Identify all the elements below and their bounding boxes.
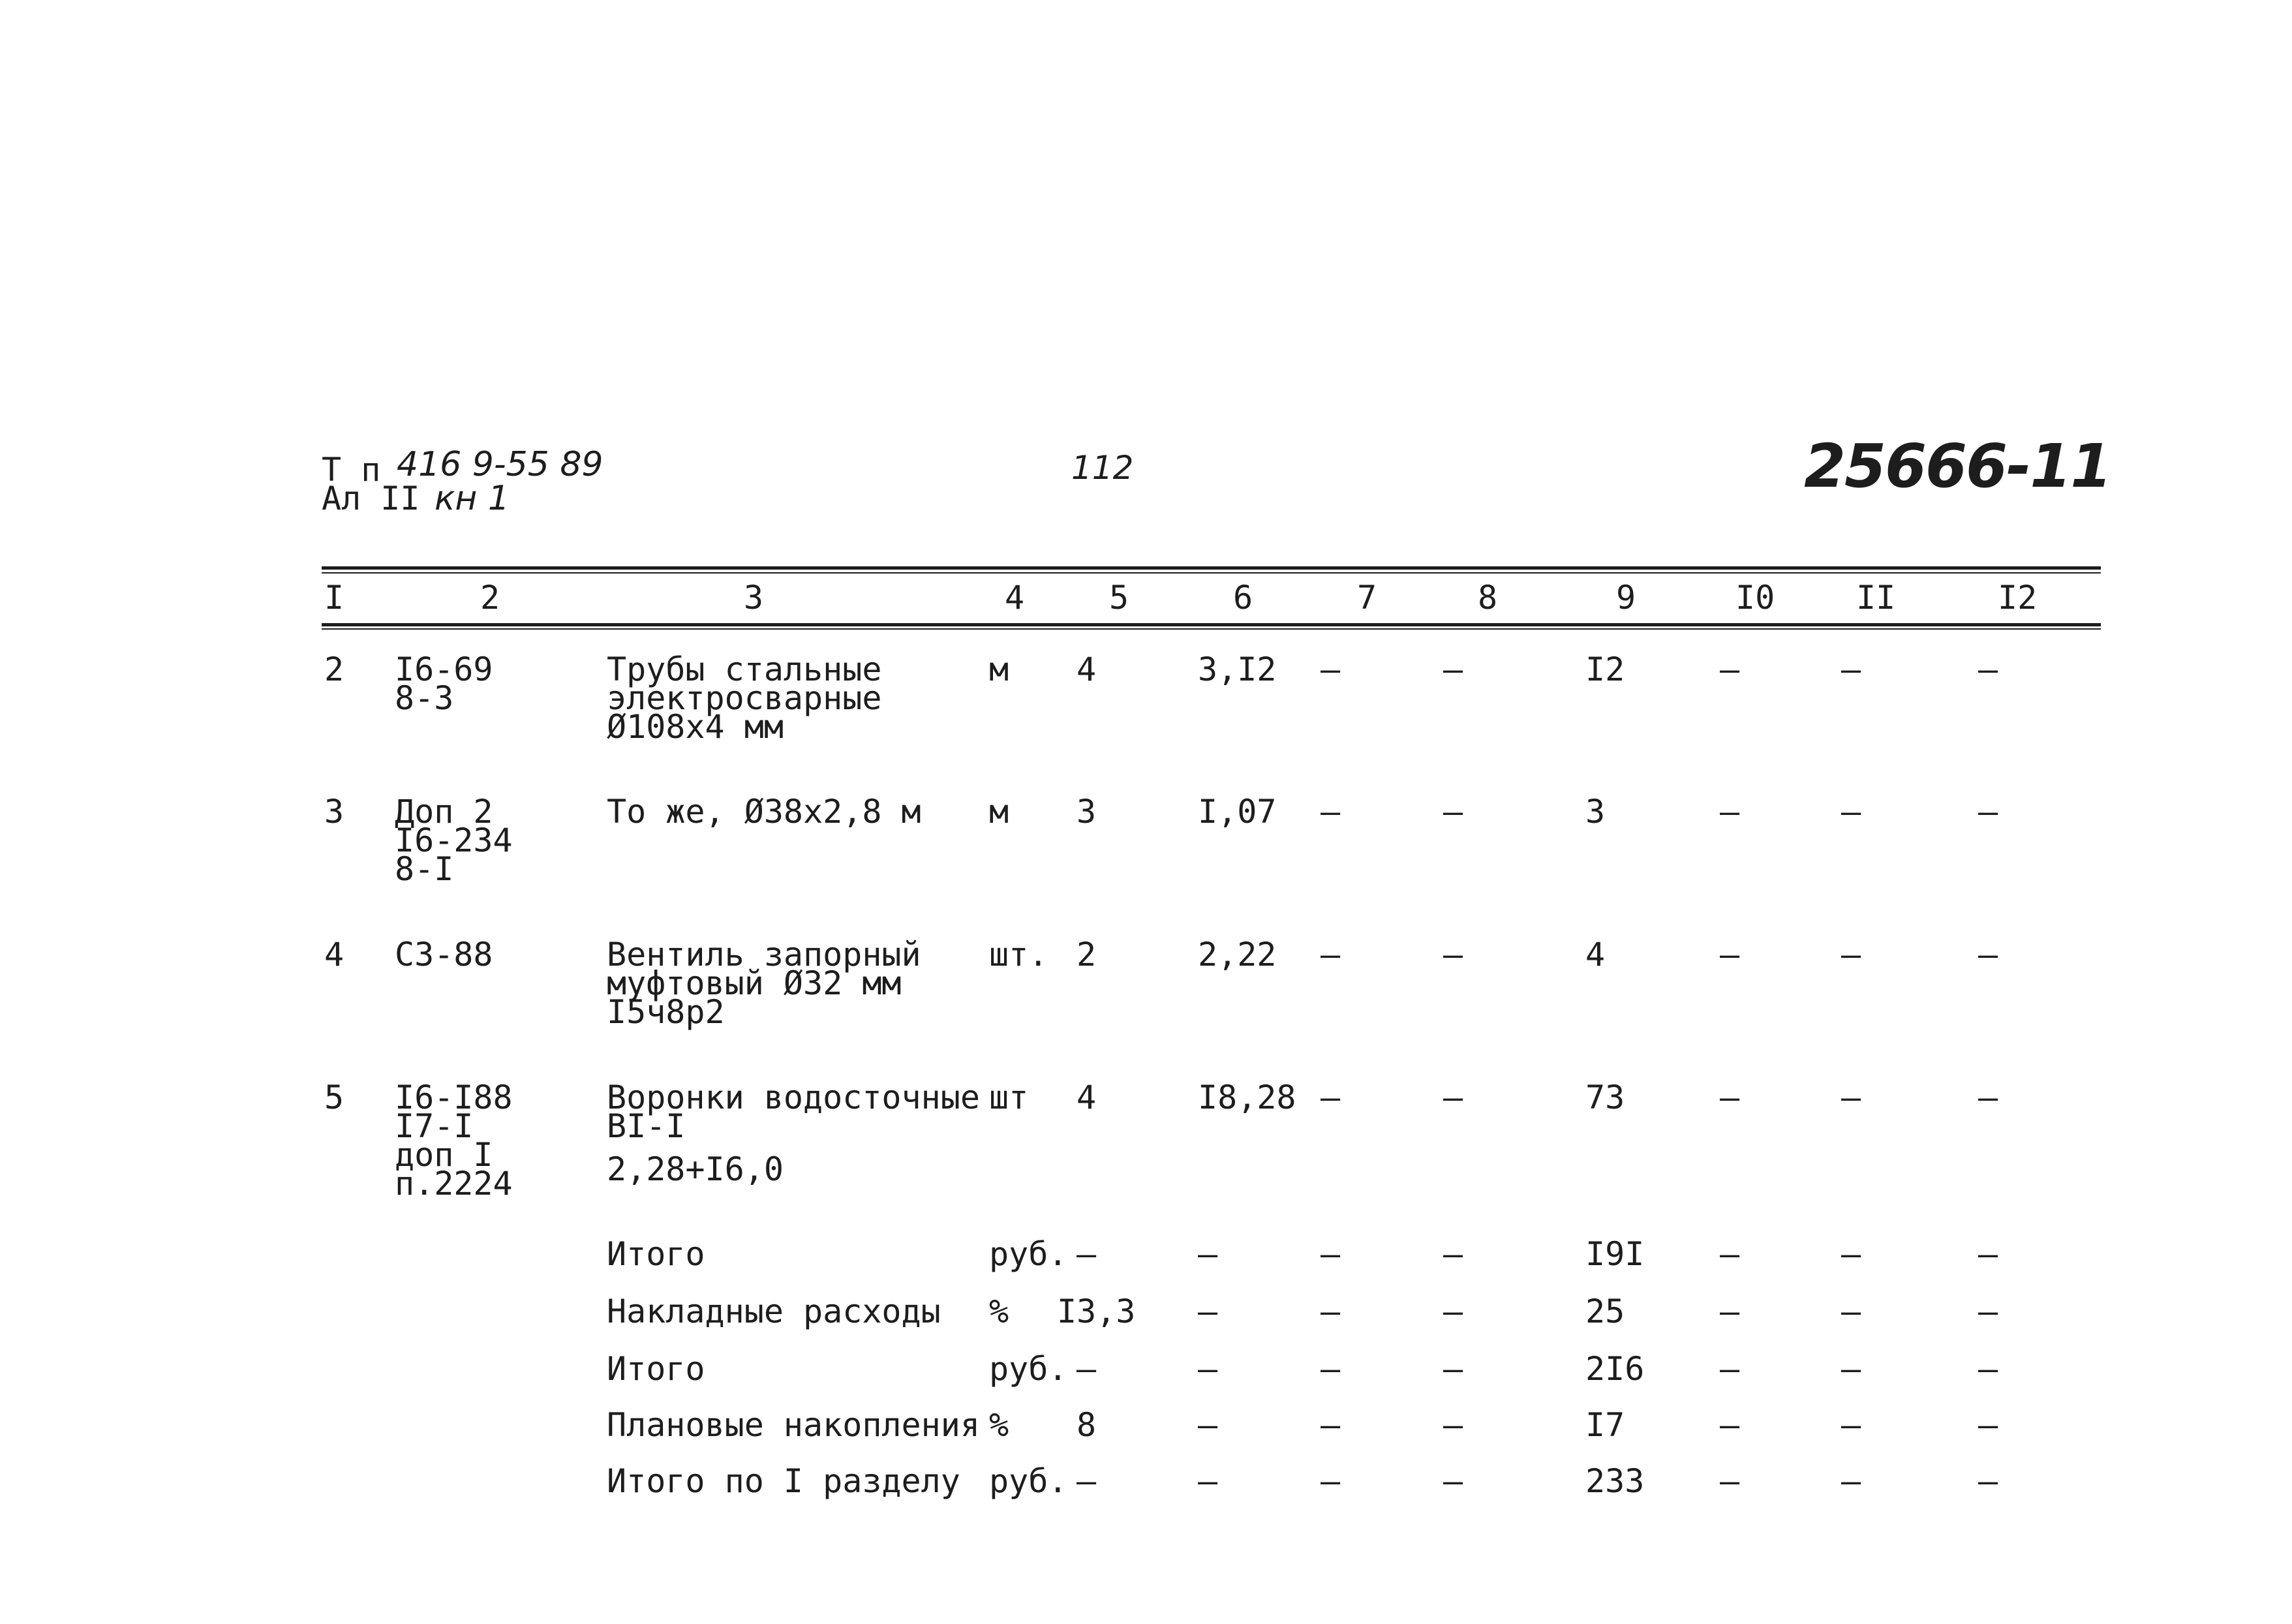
totals-unit: руб. — [989, 1462, 1068, 1500]
row-col11: – — [1841, 1079, 1861, 1116]
row-code — [395, 651, 493, 717]
table-top-rule-thin — [322, 572, 2101, 574]
row-number: 4 — [324, 936, 344, 973]
totals-col11: – — [1841, 1406, 1861, 1444]
totals-col10: – — [1720, 1235, 1740, 1273]
table-header-rule — [322, 623, 2101, 626]
row-col12: – — [1978, 936, 1998, 973]
totals-col12: – — [1978, 1293, 1998, 1330]
col-header-3: 3 — [744, 579, 764, 617]
row-col7: – — [1321, 651, 1341, 688]
row-price: I,07 — [1198, 793, 1277, 831]
totals-qty: 8 — [1077, 1406, 1097, 1444]
header-tp-handwritten: 416 9-55 89 — [397, 445, 604, 484]
row-code-line: I6-I88 — [395, 1079, 513, 1116]
row-col10: – — [1720, 1079, 1740, 1116]
totals-col7: – — [1321, 1406, 1341, 1444]
totals-col10: – — [1720, 1406, 1740, 1444]
row-col11: – — [1841, 936, 1861, 973]
doc-code: 25666-11 — [1804, 431, 2111, 501]
row-description-line: Вентиль запорный — [607, 936, 921, 973]
row-code-line: I7-I — [395, 1107, 474, 1145]
totals-value: 25 — [1585, 1293, 1625, 1330]
row-description — [607, 936, 921, 1031]
totals-qty: – — [1077, 1235, 1097, 1273]
totals-price: – — [1198, 1293, 1218, 1330]
row-price: 3,I2 — [1198, 651, 1277, 688]
header-al-handwritten: кн 1 — [435, 479, 510, 518]
totals-col12: – — [1978, 1350, 1998, 1388]
totals-value: I7 — [1585, 1406, 1625, 1444]
totals-label: Итого — [607, 1350, 705, 1388]
totals-label: Итого по I разделу — [607, 1462, 960, 1500]
totals-col8: – — [1443, 1235, 1463, 1273]
row-number: 3 — [324, 793, 344, 831]
totals-col10: – — [1720, 1293, 1740, 1330]
col-header-10: I0 — [1735, 579, 1775, 617]
row-number: 2 — [324, 651, 344, 688]
totals-label: Плановые накопления — [607, 1406, 980, 1444]
row-number: 5 — [324, 1079, 344, 1116]
col-header-6: 6 — [1233, 579, 1253, 617]
totals-col12: – — [1978, 1235, 1998, 1273]
row-col7: – — [1321, 1079, 1341, 1116]
row-price: 2,22 — [1198, 936, 1277, 973]
row-description-line: муфтовый Ø32 мм — [607, 964, 902, 1002]
row-col11: – — [1841, 793, 1861, 831]
col-header-7: 7 — [1357, 579, 1377, 617]
totals-col12: – — [1978, 1406, 1998, 1444]
totals-value: 233 — [1585, 1462, 1645, 1500]
row-total: I2 — [1585, 651, 1625, 688]
col-header-5: 5 — [1109, 579, 1129, 617]
row-description-line: электросварные — [607, 679, 882, 717]
col-header-9: 9 — [1616, 579, 1636, 617]
row-description — [607, 793, 921, 831]
totals-col8: – — [1443, 1462, 1463, 1500]
totals-col12: – — [1978, 1462, 1998, 1500]
totals-qty: I3,3 — [1057, 1293, 1136, 1330]
row-qty: 2 — [1077, 936, 1097, 973]
table-top-rule — [322, 566, 2101, 570]
totals-unit: % — [989, 1293, 1009, 1330]
totals-price: – — [1198, 1235, 1218, 1273]
row-qty: 3 — [1077, 793, 1097, 831]
totals-col10: – — [1720, 1462, 1740, 1500]
col-header-11: II — [1856, 579, 1896, 617]
header-al-label: Ал II — [322, 480, 420, 517]
row-col12: – — [1978, 793, 1998, 831]
table-header-rule-thin — [322, 628, 2101, 630]
row-code-line: доп I — [395, 1136, 493, 1174]
row-code-line: СЗ-88 — [395, 936, 493, 973]
totals-price: – — [1198, 1350, 1218, 1388]
row-col11: – — [1841, 651, 1861, 688]
row-description-extra: 2,28+I6,0 — [607, 1150, 784, 1188]
row-description-line: Трубы стальные — [607, 651, 882, 688]
totals-col7: – — [1321, 1293, 1341, 1330]
row-col8: – — [1443, 936, 1463, 973]
totals-unit: % — [989, 1406, 1009, 1444]
totals-unit: руб. — [989, 1350, 1068, 1388]
totals-col7: – — [1321, 1235, 1341, 1273]
totals-col7: – — [1321, 1350, 1341, 1388]
row-qty: 4 — [1077, 651, 1097, 688]
row-qty: 4 — [1077, 1079, 1097, 1116]
totals-col8: – — [1443, 1406, 1463, 1444]
row-code — [395, 793, 513, 888]
totals-label: Накладные расходы — [607, 1293, 941, 1330]
row-col10: – — [1720, 651, 1740, 688]
row-col7: – — [1321, 936, 1341, 973]
row-col7: – — [1321, 793, 1341, 831]
row-code-line: п.2224 — [395, 1165, 513, 1203]
totals-value: I9I — [1585, 1235, 1645, 1273]
totals-value: 2I6 — [1585, 1350, 1645, 1388]
totals-col8: – — [1443, 1350, 1463, 1388]
row-description — [607, 651, 882, 746]
row-code-line: I6-234 — [395, 821, 513, 859]
totals-col10: – — [1720, 1350, 1740, 1388]
row-unit: шт — [989, 1079, 1029, 1116]
totals-col8: – — [1443, 1293, 1463, 1330]
col-header-4: 4 — [1005, 579, 1025, 617]
row-description-line: I5ч8р2 — [607, 993, 725, 1031]
row-code — [395, 1079, 513, 1203]
row-description-line: BI-I — [607, 1107, 686, 1145]
row-description-line: Воронки водосточные — [607, 1079, 980, 1116]
row-code-line: Доп 2 — [395, 793, 493, 831]
page-number: 112 — [1071, 449, 1134, 487]
row-description — [607, 1079, 980, 1145]
col-header-8: 8 — [1478, 579, 1498, 617]
col-header-12: I2 — [1998, 579, 2038, 617]
totals-price: – — [1198, 1406, 1218, 1444]
row-total: 4 — [1585, 936, 1606, 973]
row-code — [395, 936, 493, 973]
row-col10: – — [1720, 793, 1740, 831]
row-total: 3 — [1585, 793, 1606, 831]
row-unit: м — [989, 651, 1009, 688]
row-col8: – — [1443, 793, 1463, 831]
row-unit: м — [989, 793, 1009, 831]
row-code-line: 8-3 — [395, 679, 454, 717]
col-header-2: 2 — [480, 579, 500, 617]
totals-label: Итого — [607, 1235, 705, 1273]
row-price: I8,28 — [1198, 1079, 1296, 1116]
totals-qty: – — [1077, 1462, 1097, 1500]
row-code-line: 8-I — [395, 850, 454, 888]
row-col8: – — [1443, 651, 1463, 688]
row-col12: – — [1978, 651, 1998, 688]
totals-col7: – — [1321, 1462, 1341, 1500]
row-col8: – — [1443, 1079, 1463, 1116]
header-tp-label: Т п — [322, 451, 381, 489]
row-description-line: То же, Ø38х2,8 м — [607, 793, 921, 831]
row-col12: – — [1978, 1079, 1998, 1116]
totals-col11: – — [1841, 1235, 1861, 1273]
row-description-line: Ø108х4 мм — [607, 708, 784, 746]
totals-col11: – — [1841, 1350, 1861, 1388]
totals-price: – — [1198, 1462, 1218, 1500]
row-code-line: I6-69 — [395, 651, 493, 688]
col-header-1: I — [324, 579, 344, 617]
totals-col11: – — [1841, 1293, 1861, 1330]
totals-qty: – — [1077, 1350, 1097, 1388]
row-total: 73 — [1585, 1079, 1625, 1116]
totals-unit: руб. — [989, 1235, 1068, 1273]
row-col10: – — [1720, 936, 1740, 973]
row-unit: шт. — [989, 936, 1048, 973]
totals-col11: – — [1841, 1462, 1861, 1500]
